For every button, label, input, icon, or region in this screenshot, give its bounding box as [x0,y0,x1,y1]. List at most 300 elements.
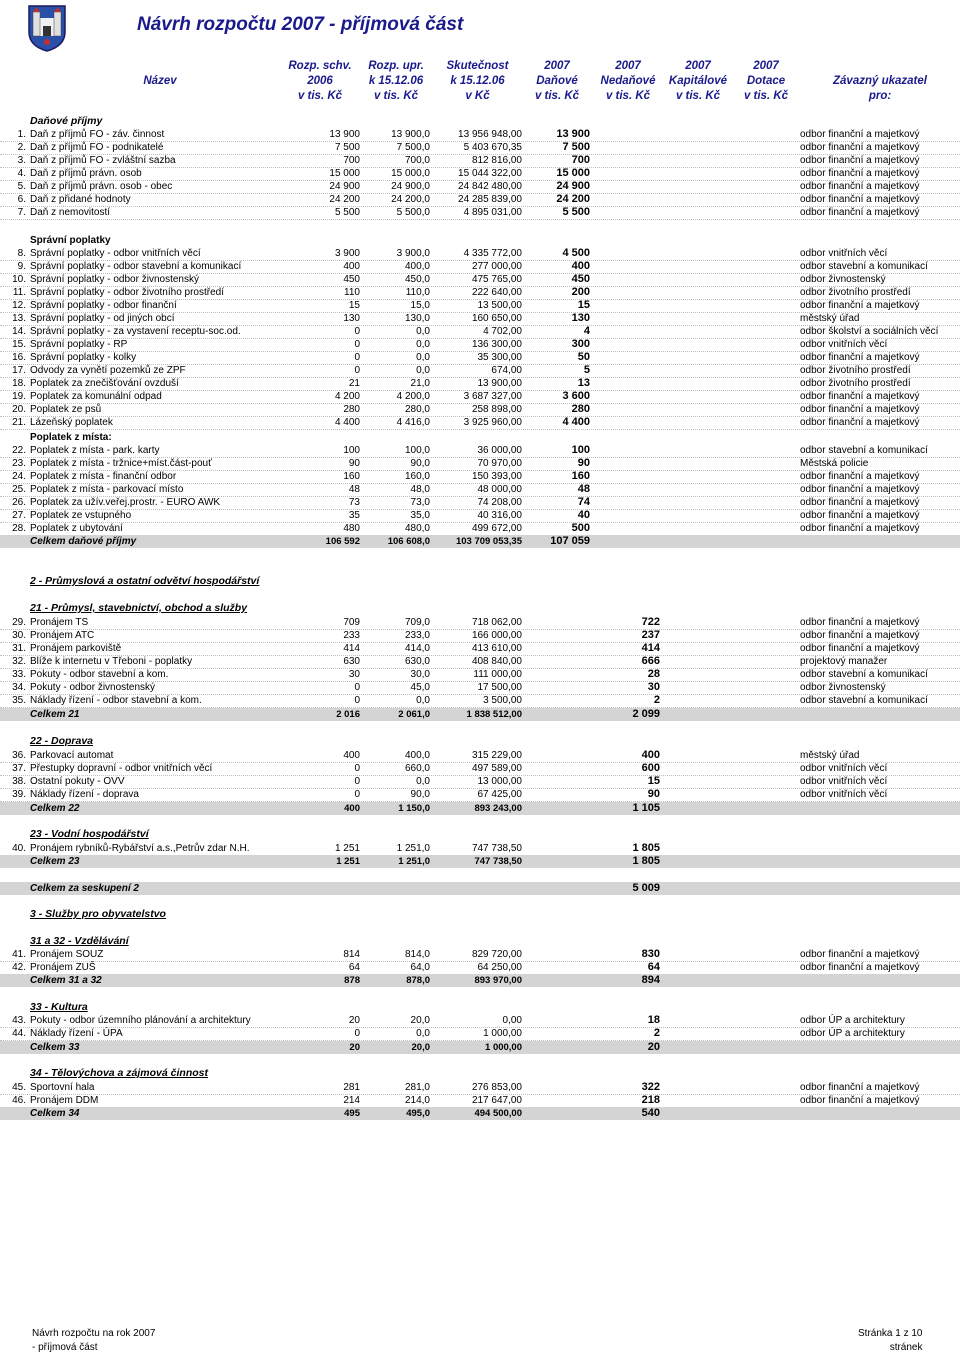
row-label: Daňové příjmy [30,115,103,127]
row-label: Celkem 23 [30,856,80,867]
binding-indicator: odbor finanční a majetkový [800,484,920,495]
row-number: 19. [12,391,26,402]
row-label: Daň z přidané hodnoty [30,194,131,205]
column-header-tax-2007: 2007 Daňové v tis. Kč [534,60,580,102]
binding-indicator: odbor finanční a majetkový [800,949,920,960]
budget-2006-value: 15 [348,300,360,311]
binding-indicator: odbor životního prostředí [800,378,911,389]
row-number: 46. [12,1095,26,1106]
row-number: 21. [12,417,26,428]
table-row [0,416,960,430]
table-row [0,616,960,630]
row-label: Poplatek ze vstupného [30,510,132,521]
row-label: Poplatek z ubytování [30,523,123,534]
row-label: Pronájem TS [30,617,89,628]
budget-2006-value: 35 [348,510,360,521]
table-row [0,180,960,194]
actual-value: 35 300,00 [477,352,522,363]
budget-2006-value: 48 [348,484,360,495]
actual-value: 893 243,00 [474,803,522,814]
table-row [0,483,960,497]
table-row [0,694,960,708]
row-number: 2. [17,142,26,153]
tax-2007-value: 13 [577,377,590,389]
binding-indicator: odbor finanční a majetkový [800,168,920,179]
row-label: Blíže k internetu v Třeboni - poplatky [30,656,193,667]
adjusted-budget-value: 30,0 [410,669,430,680]
binding-indicator: odbor vnitřních věcí [800,776,888,787]
row-label: 23 - Vodní hospodářství [30,828,149,840]
table-row [0,509,960,523]
table-row [0,668,960,682]
table-row [0,788,960,802]
actual-value: 408 840,00 [471,656,522,667]
row-number: 45. [12,1082,26,1093]
table-row [0,948,960,962]
budget-2006-value: 20 [348,1015,360,1026]
actual-value: 136 300,00 [471,339,522,350]
binding-indicator: odbor finanční a majetkový [800,962,920,973]
nontax-2007-value: 64 [647,961,660,973]
adjusted-budget-value: 450,0 [404,274,430,285]
row-label: Pokuty - odbor živnostenský [30,682,156,693]
tax-2007-value: 74 [577,496,590,508]
nontax-2007-value: 5 009 [632,882,660,894]
actual-value: 1 838 512,00 [466,709,522,720]
adjusted-budget-value: 35,0 [410,510,430,521]
budget-2006-value: 0 [354,1028,360,1039]
tax-2007-value: 7 500 [562,141,590,153]
row-label: Správní poplatky - odbor finanční [30,300,177,311]
row-number: 17. [12,365,26,376]
adjusted-budget-value: 13 900,0 [391,129,430,140]
budget-2006-value: 90 [348,458,360,469]
nontax-2007-value: 1 805 [632,842,660,854]
adjusted-budget-value: 400,0 [404,261,430,272]
table-row [0,325,960,339]
table-row [0,403,960,417]
row-label: Daň z příjmů FO - záv. činnost [30,129,165,140]
total-row [0,1107,960,1120]
actual-value: 13 956 948,00 [458,129,522,140]
actual-value: 747 738,50 [474,856,522,867]
actual-value: 24 285 839,00 [458,194,522,205]
binding-indicator: odbor stavební a komunikací [800,445,928,456]
adjusted-budget-value: 48,0 [410,484,430,495]
row-label: 31 a 32 - Vzdělávání [30,935,129,947]
column-header-grants-2007: 2007 Dotace v tis. Kč [743,60,789,102]
actual-value: 718 062,00 [471,617,522,628]
actual-value: 674,00 [491,365,522,376]
actual-value: 13 500,00 [477,300,522,311]
binding-indicator: odbor finanční a majetkový [800,1095,920,1106]
budget-2006-value: 30 [348,669,360,680]
tax-2007-value: 4 500 [562,247,590,259]
table-row [0,749,960,763]
footer-page-number: Stránka 1 z 10 [858,1328,923,1339]
actual-value: 497 589,00 [471,763,522,774]
row-label: Správní poplatky [30,235,111,246]
nontax-2007-value: 218 [641,1094,660,1106]
table-row [0,338,960,352]
table-row [0,141,960,155]
row-label: Pronájem ZUŠ [30,962,96,973]
row-label: Pronájem parkoviště [30,643,122,654]
row-number: 18. [12,378,26,389]
actual-value: 829 720,00 [471,949,522,960]
section-heading [0,115,960,128]
row-label: Celkem 22 [30,803,80,814]
binding-indicator: odbor ÚP a architektury [800,1028,905,1039]
budget-2006-value: 21 [348,378,360,389]
tax-2007-value: 5 [583,364,590,376]
tax-2007-value: 13 900 [556,128,590,140]
binding-indicator: odbor finanční a majetkový [800,391,920,402]
row-number: 3. [17,155,26,166]
actual-value: 160 650,00 [471,313,522,324]
tax-2007-value: 90 [577,457,590,469]
adjusted-budget-value: 700,0 [404,155,430,166]
adjusted-budget-value: 90,0 [410,458,430,469]
row-label: 21 - Průmysl, stavebnictví, obchod a služby [30,602,248,614]
nontax-2007-value: 400 [641,749,660,761]
row-number: 11. [12,287,26,298]
table-row [0,961,960,975]
row-number: 41. [12,949,26,960]
nontax-2007-value: 90 [647,788,660,800]
adjusted-budget-value: 660,0 [404,763,430,774]
section-heading [0,1001,960,1014]
adjusted-budget-value: 5 500,0 [396,207,430,218]
binding-indicator: odbor finanční a majetkový [800,129,920,140]
tax-2007-value: 400 [571,260,590,272]
table-row [0,273,960,287]
actual-value: 1 000,00 [485,1042,522,1053]
row-label: Ostatní pokuty - OVV [30,776,125,787]
budget-2006-value: 450 [343,274,360,285]
row-label: 2 - Průmyslová a ostatní odvětví hospodářství [30,575,260,587]
adjusted-budget-value: 495,0 [406,1108,430,1119]
tax-2007-value: 200 [571,286,590,298]
actual-value: 3 500,00 [483,695,522,706]
budget-2006-value: 814 [343,949,360,960]
adjusted-budget-value: 15,0 [410,300,430,311]
tax-2007-value: 130 [571,312,590,324]
actual-value: 103 709 053,35 [455,536,522,547]
row-number: 35. [12,695,26,706]
row-number: 4. [17,168,26,179]
budget-2006-value: 110 [344,287,360,298]
budget-2006-value: 400 [344,803,360,814]
binding-indicator: odbor vnitřních věcí [800,339,888,350]
row-label: Přestupky dopravní - odbor vnitřních věcí [30,763,213,774]
adjusted-budget-value: 414,0 [404,643,430,654]
section-heading [0,828,960,841]
row-label: Poplatek za užív.veřej.prostr. - EURO AWK [30,497,221,508]
row-number: 31. [12,643,26,654]
column-header-adjusted-budget: Rozp. upr. k 15.12.06 v tis. Kč [368,60,424,102]
binding-indicator: městský úřad [800,313,860,324]
adjusted-budget-value: 15 000,0 [391,168,430,179]
actual-value: 315 229,00 [471,750,522,761]
total-row [0,882,960,895]
tax-2007-value: 4 [583,325,590,337]
tax-2007-value: 24 200 [556,193,590,205]
row-label: Celkem 31 a 32 [30,975,102,986]
budget-2006-value: 0 [354,776,360,787]
section-heading [0,908,960,921]
adjusted-budget-value: 1 150,0 [398,803,430,814]
row-label: Poplatek za znečišťování ovzduší [30,378,179,389]
row-label: Odvody za vynětí pozemků ze ZPF [30,365,186,376]
nontax-2007-value: 20 [647,1041,660,1053]
column-header-binding-indicator: Závazný ukazatel pro: [833,75,927,102]
adjusted-budget-value: 878,0 [406,975,430,986]
actual-value: 413 610,00 [471,643,522,654]
row-number: 38. [12,776,26,787]
row-label: Správní poplatky - odbor stavební a komunikací [30,261,242,272]
row-label: Pronájem SOUZ [30,949,104,960]
actual-value: 70 970,00 [477,458,522,469]
table-row [0,247,960,261]
adjusted-budget-value: 0,0 [416,776,430,787]
table-row [0,642,960,656]
actual-value: 166 000,00 [471,630,522,641]
row-label: Poplatek z místa - park. karty [30,445,160,456]
total-row [0,974,960,987]
tax-2007-value: 50 [577,351,590,363]
actual-value: 0,00 [502,1015,522,1026]
table-row [0,655,960,669]
table-row [0,154,960,168]
binding-indicator: odbor finanční a majetkový [800,417,920,428]
binding-indicator: odbor vnitřních věcí [800,763,888,774]
budget-2006-value: 214 [343,1095,360,1106]
row-label: Pokuty - odbor stavební a kom. [30,669,169,680]
row-label: Poplatek ze psů [30,404,102,415]
actual-value: 48 000,00 [477,484,522,495]
budget-2006-value: 0 [354,365,360,376]
nontax-2007-value: 237 [641,629,660,641]
row-number: 1. [17,129,26,140]
binding-indicator: odbor vnitřních věcí [800,248,888,259]
page-title: Návrh rozpočtu 2007 - příjmová část [137,14,464,35]
table-row [0,1014,960,1028]
actual-value: 111 000,00 [473,669,522,680]
table-row [0,1081,960,1095]
binding-indicator: odbor stavební a komunikací [800,695,928,706]
row-number: 16. [12,352,26,363]
table-row [0,1027,960,1041]
row-label: Daň z příjmů FO - zvláštní sazba [30,155,176,166]
table-row [0,457,960,471]
table-row [0,377,960,391]
budget-2006-value: 1 251 [336,856,360,867]
binding-indicator: odbor finanční a majetkový [800,404,920,415]
row-label: Pronájem rybníků-Rybářství a.s.,Petrův zdar N.H. [30,843,250,854]
row-number: 13. [12,313,26,324]
nontax-2007-value: 600 [641,762,660,774]
budget-2006-value: 281 [343,1082,360,1093]
binding-indicator: odbor životního prostředí [800,365,911,376]
row-label: Sportovní hala [30,1082,95,1093]
table-row [0,629,960,643]
nontax-2007-value: 15 [647,775,660,787]
budget-2006-value: 0 [354,695,360,706]
table-row [0,444,960,458]
table-row [0,681,960,695]
budget-2006-value: 1 251 [334,843,360,854]
section-heading [0,935,960,948]
adjusted-budget-value: 90,0 [410,789,430,800]
binding-indicator: odbor finanční a majetkový [800,643,920,654]
budget-2006-value: 20 [349,1042,360,1053]
nontax-2007-value: 18 [647,1014,660,1026]
row-label: Parkovací automat [30,750,114,761]
section-heading [0,735,960,748]
row-label: Daň z příjmů právn. osob [30,168,142,179]
adjusted-budget-value: 630,0 [404,656,430,667]
budget-2006-value: 0 [354,763,360,774]
adjusted-budget-value: 106 608,0 [387,536,430,547]
budget-2006-value: 630 [343,656,360,667]
nontax-2007-value: 2 099 [632,708,660,720]
binding-indicator: odbor živnostenský [800,682,886,693]
row-label: Pronájem DDM [30,1095,99,1106]
adjusted-budget-value: 20,0 [411,1042,430,1053]
binding-indicator: odbor finanční a majetkový [800,352,920,363]
actual-value: 747 738,50 [471,843,522,854]
binding-indicator: odbor finanční a majetkový [800,497,920,508]
row-label: Správní poplatky - od jiných obcí [30,313,175,324]
row-number: 27. [12,510,26,521]
actual-value: 5 403 670,35 [463,142,522,153]
row-label: Pronájem ATC [30,630,95,641]
row-label: Poplatek z místa: [30,432,112,443]
budget-2006-value: 0 [354,682,360,693]
budget-2006-value: 4 400 [334,417,360,428]
row-number: 42. [12,962,26,973]
row-number: 7. [17,207,26,218]
adjusted-budget-value: 24 900,0 [391,181,430,192]
actual-value: 893 970,00 [474,975,522,986]
budget-2006-value: 7 500 [334,142,360,153]
budget-2006-value: 480 [343,523,360,534]
row-number: 33. [12,669,26,680]
footer-right [858,1327,922,1355]
row-label: 3 - Služby pro obyvatelstvo [30,908,166,920]
actual-value: 499 672,00 [471,523,522,534]
binding-indicator: odbor živnostenský [800,274,886,285]
binding-indicator: odbor finanční a majetkový [800,194,920,205]
adjusted-budget-value: 4 200,0 [396,391,430,402]
budget-2006-value: 24 900 [329,181,360,192]
table-row [0,193,960,207]
actual-value: 74 208,00 [477,497,522,508]
budget-2006-value: 0 [354,352,360,363]
row-label: Poplatek z místa - finanční odbor [30,471,177,482]
binding-indicator: odbor finanční a majetkový [800,181,920,192]
budget-2006-value: 4 200 [334,391,360,402]
actual-value: 13 000,00 [477,776,522,787]
row-label: Správní poplatky - odbor vnitřních věcí [30,248,201,259]
adjusted-budget-value: 45,0 [410,682,430,693]
actual-value: 64 250,00 [477,962,522,973]
budget-2006-value: 24 200 [329,194,360,205]
table-row [0,206,960,220]
binding-indicator: odbor finanční a majetkový [800,155,920,166]
nontax-2007-value: 722 [641,616,660,628]
nontax-2007-value: 1 105 [632,802,660,814]
adjusted-budget-value: 814,0 [404,949,430,960]
row-label: 22 - Doprava [30,735,94,747]
row-number: 30. [12,630,26,641]
table-row [0,364,960,378]
section-heading [0,602,960,615]
column-header-nontax-2007: 2007 Nedaňové v tis. Kč [600,60,656,102]
nontax-2007-value: 540 [641,1107,660,1119]
table-row [0,496,960,510]
tax-2007-value: 100 [571,444,590,456]
actual-value: 3 687 327,00 [463,391,522,402]
row-number: 43. [12,1015,26,1026]
binding-indicator: odbor finanční a majetkový [800,510,920,521]
actual-value: 494 500,00 [474,1108,522,1119]
tax-2007-value: 15 [577,299,590,311]
budget-2006-value: 13 900 [329,129,360,140]
row-number: 20. [12,404,26,415]
adjusted-budget-value: 0,0 [416,339,430,350]
row-number: 8. [17,248,26,259]
actual-value: 13 900,00 [477,378,522,389]
tax-2007-value: 48 [577,483,590,495]
nontax-2007-value: 2 [653,1027,660,1039]
binding-indicator: odbor finanční a majetkový [800,471,920,482]
table-row [0,1094,960,1108]
row-label: Správní poplatky - odbor životního prostředí [30,287,224,298]
adjusted-budget-value: 20,0 [410,1015,430,1026]
budget-2006-value: 73 [348,497,360,508]
row-number: 6. [17,194,26,205]
actual-value: 40 316,00 [477,510,522,521]
row-number: 22. [12,445,26,456]
row-label: Poplatek z místa - parkovací místo [30,484,184,495]
footer-document-name: Návrh rozpočtu na rok 2007 [32,1328,156,1339]
tax-2007-value: 107 059 [550,535,590,547]
table-row [0,286,960,300]
table-row [0,167,960,181]
tax-2007-value: 450 [571,273,590,285]
actual-value: 15 044 322,00 [458,168,522,179]
row-number: 39. [12,789,26,800]
actual-value: 475 765,00 [471,274,522,285]
actual-value: 150 393,00 [471,471,522,482]
binding-indicator: odbor finanční a majetkový [800,142,920,153]
binding-indicator: odbor finanční a majetkový [800,207,920,218]
row-label: Celkem 33 [30,1042,80,1053]
row-label: Poplatek z místa - tržnice+míst.část-pouť [30,458,212,469]
budget-2006-value: 233 [343,630,360,641]
tax-2007-value: 5 500 [562,206,590,218]
budget-2006-value: 700 [343,155,360,166]
row-number: 36. [12,750,26,761]
row-number: 9. [17,261,26,272]
adjusted-budget-value: 1 251,0 [398,856,430,867]
row-label: Správní poplatky - odbor živnostenský [30,274,199,285]
actual-value: 258 898,00 [471,404,522,415]
binding-indicator: odbor finanční a majetkový [800,617,920,628]
total-row [0,535,960,548]
